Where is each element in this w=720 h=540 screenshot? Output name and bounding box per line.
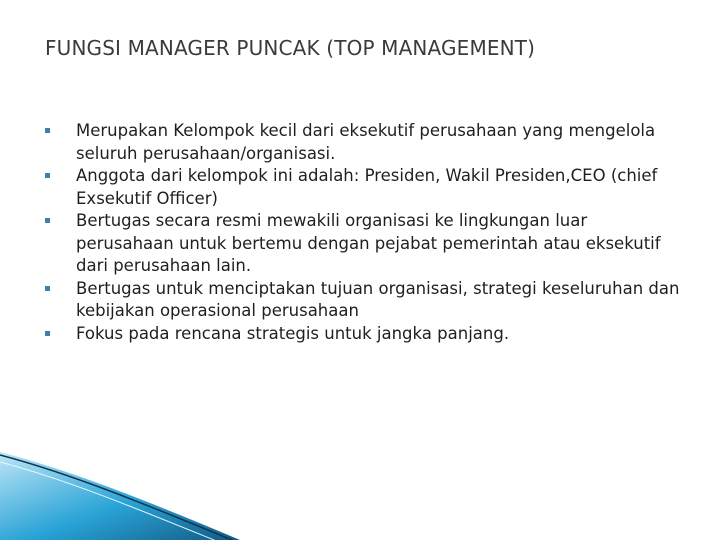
bullet-item	[42, 278, 682, 323]
bullet-item	[42, 120, 682, 165]
bullet-item	[42, 165, 682, 210]
square-bullet-icon	[45, 286, 50, 291]
slide-title: FUNGSI MANAGER PUNCAK (TOP MANAGEMENT)	[45, 36, 536, 60]
square-bullet-icon	[45, 128, 50, 133]
bullet-text: Merupakan Kelompok kecil dari eksekutif perusahaan yang mengelola seluruh perusahaan/organisasi.	[76, 121, 656, 163]
bullet-text: Bertugas secara resmi mewakili organisasi ke lingkungan luar perusahaan untuk bertemu dengan pejabat pemerintah atau eksekutif dari perusahaan lain.	[76, 211, 661, 275]
bullet-text: Bertugas untuk menciptakan tujuan organisasi, strategi keseluruhan dan kebijakan operasional perusahaan	[76, 278, 680, 320]
square-bullet-icon	[45, 218, 50, 223]
square-bullet-icon	[45, 173, 50, 178]
square-bullet-icon	[45, 331, 50, 336]
bullet-list	[42, 120, 682, 345]
bullet-item	[42, 210, 682, 278]
decorative-wave-corner	[0, 440, 240, 540]
bullet-text: Anggota dari kelompok ini adalah: Presiden, Wakil Presiden,CEO (chief Exsekutif Officer)	[76, 166, 658, 208]
bullet-text: Fokus pada rencana strategis untuk jangka panjang.	[76, 323, 510, 343]
bullet-item	[42, 323, 682, 346]
